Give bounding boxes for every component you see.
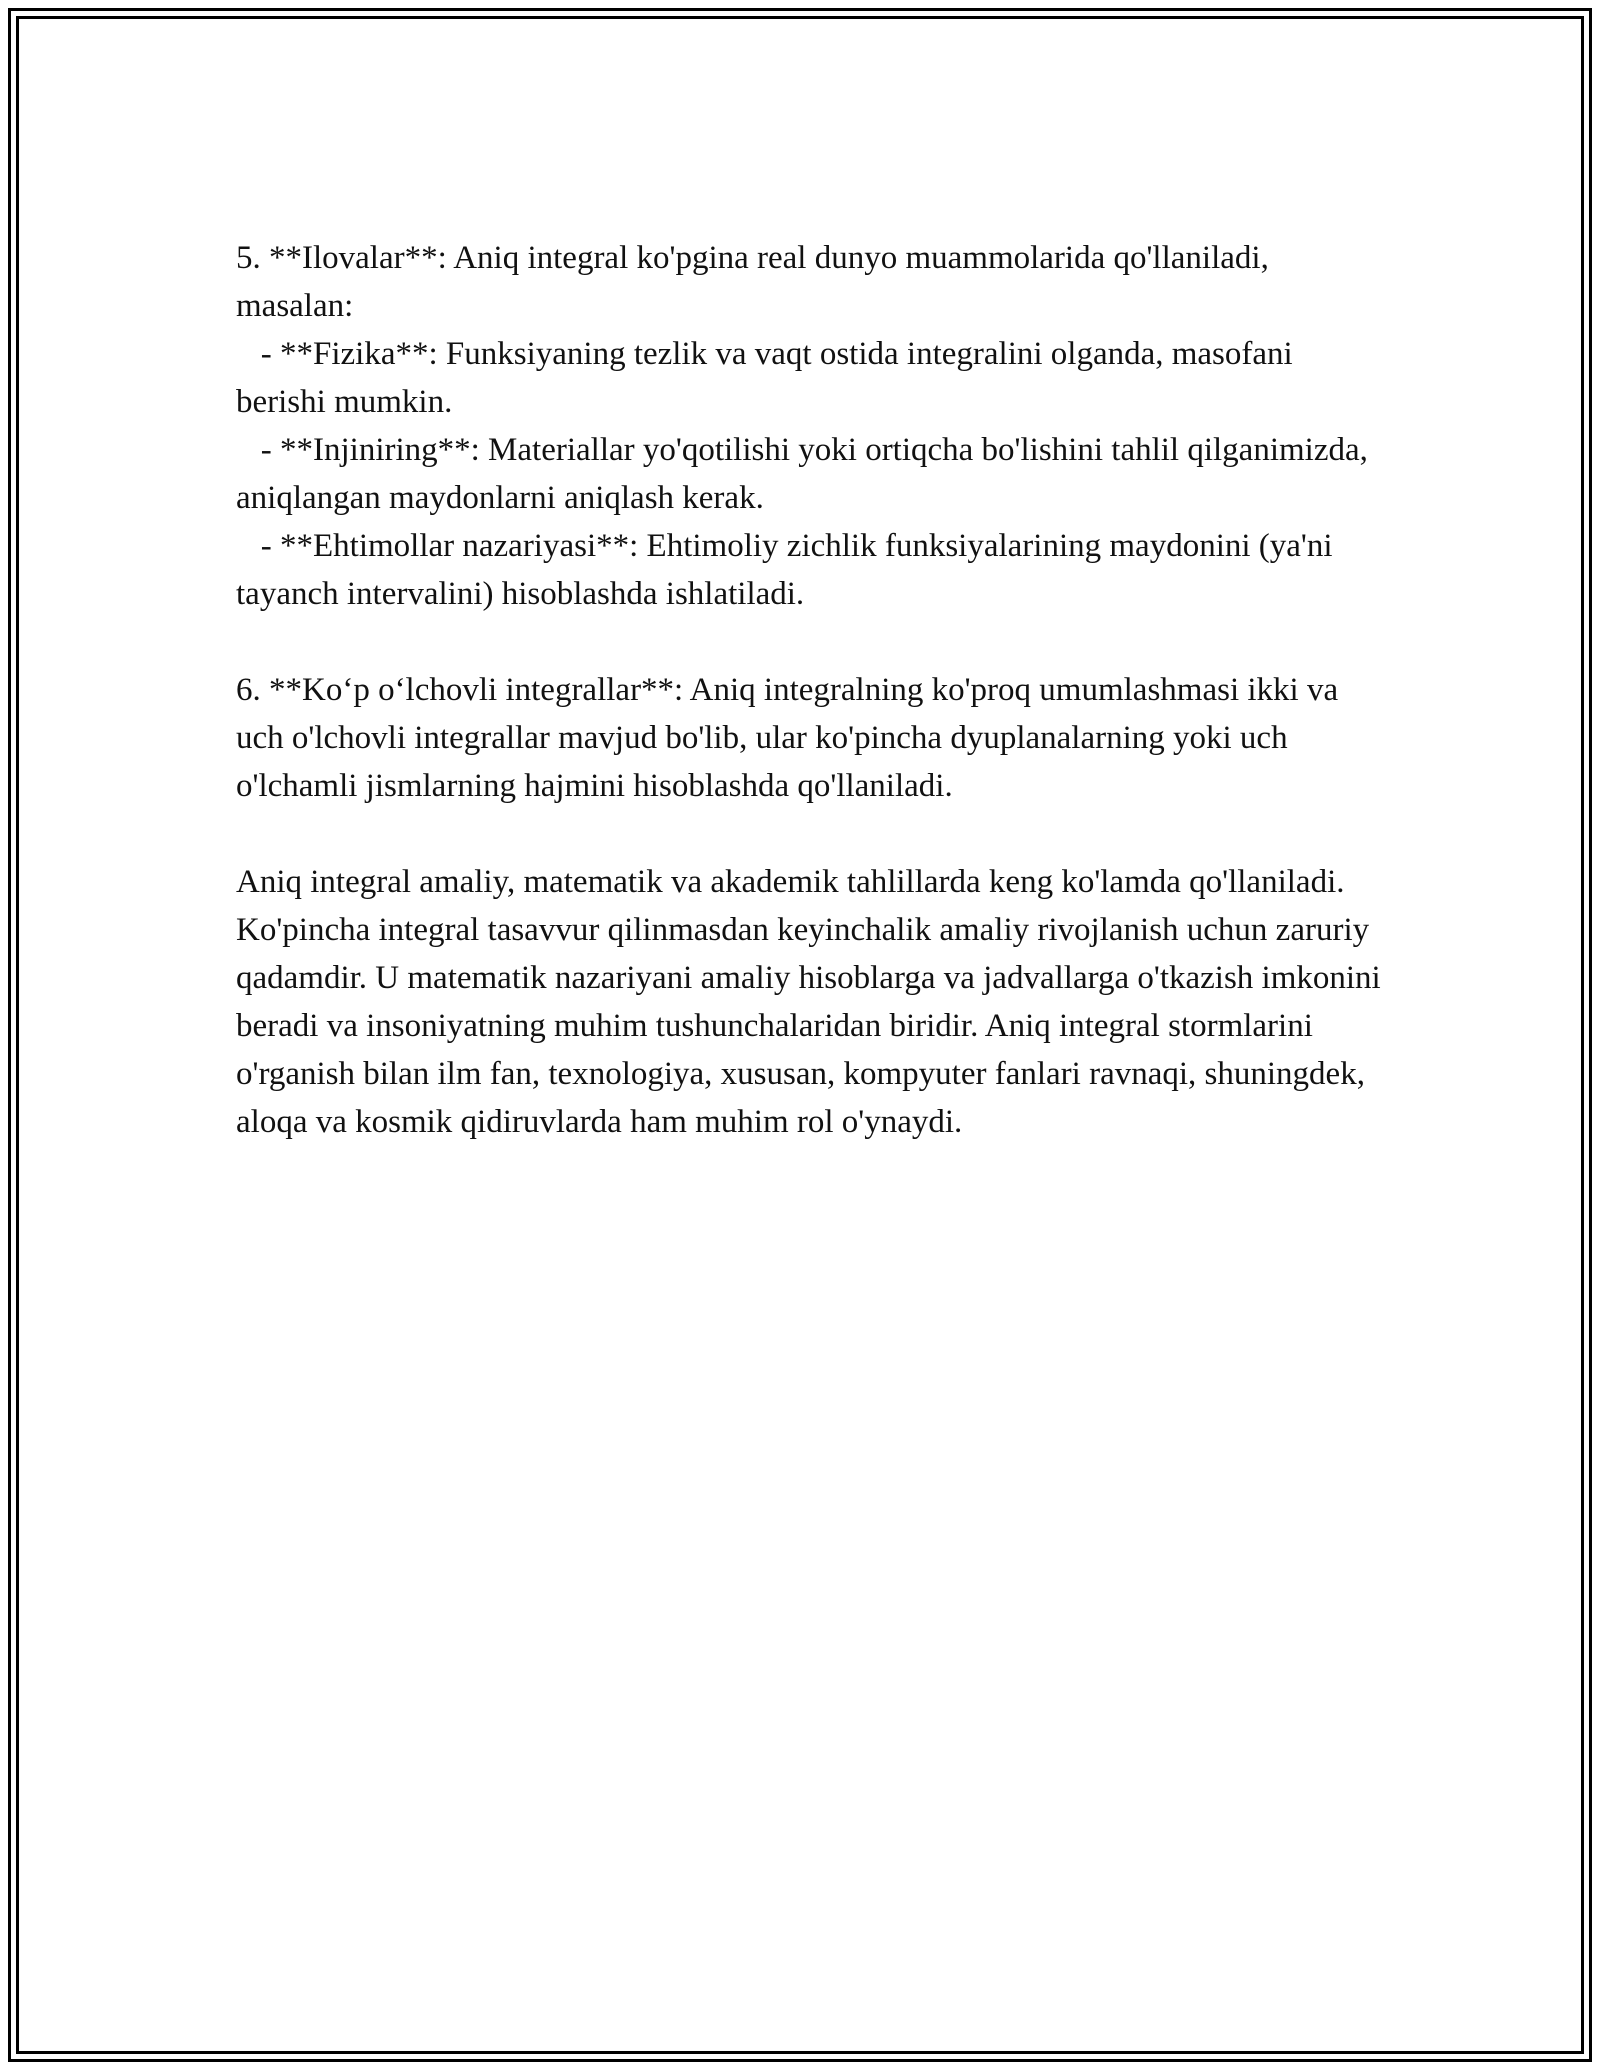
section-5-item-engineering <box>236 426 1386 522</box>
section-6 <box>236 666 1386 810</box>
paragraph-gap <box>236 810 1386 858</box>
section-5-item-probability-text: - **Ehtimollar nazariyasi**: Ehtimoliy zichlik funksiyalarining maydonini (ya'ni tayanch intervalini) hisoblashda ishlatiladi. <box>236 528 1333 612</box>
section-6-text: 6. **Ko‘p o‘lchovli integrallar**: Aniq integralning ko'proq umumlashmasi ikki va uch o'lchovli integrallar mavjud bo'lib, ular ko'pincha dyuplanalarning yoki uch o'lchamli jismlarning hajmini hisoblashda qo'llaniladi. <box>236 672 1339 804</box>
document-body <box>236 234 1386 1146</box>
conclusion-text: Aniq integral amaliy, matematik va akademik tahlillarda keng ko'lamda qo'llaniladi. Ko'pincha integral tasavvur qilinmasdan keyinchalik amaliy rivojlanish uchun zaruriy qadamdir. U matematik nazariyani amaliy hisoblarga va jadvallarga o'tkazish imkonini beradi va insoniyatning muhim tushunchalaridan biridir. Aniq integral stormlarini o'rganish bilan ilm fan, texnologiya, xususan, kompyuter fanlari ravnaqi, shuningdek, aloqa va kosmik qidiruvlarda ham muhim rol o'ynaydi. <box>236 864 1381 1140</box>
conclusion <box>236 858 1386 1146</box>
section-5-intro: 5. **Ilovalar**: Aniq integral ko'pgina real dunyo muammolarida qo'llaniladi, masalan: <box>236 240 1269 324</box>
section-5-item-probability <box>236 522 1386 618</box>
paragraph-gap <box>236 618 1386 666</box>
section-5-item-physics-text: - **Fizika**: Funksiyaning tezlik va vaqt ostida integralini olganda, masofani berishi mumkin. <box>236 336 1293 420</box>
section-5-item-physics <box>236 330 1386 426</box>
section-5-item-engineering-text: - **Injiniring**: Materiallar yo'qotilishi yoki ortiqcha bo'lishini tahlil qilganimizda, aniqlangan maydonlarni aniqlash kerak. <box>236 432 1368 516</box>
section-5 <box>236 234 1386 618</box>
